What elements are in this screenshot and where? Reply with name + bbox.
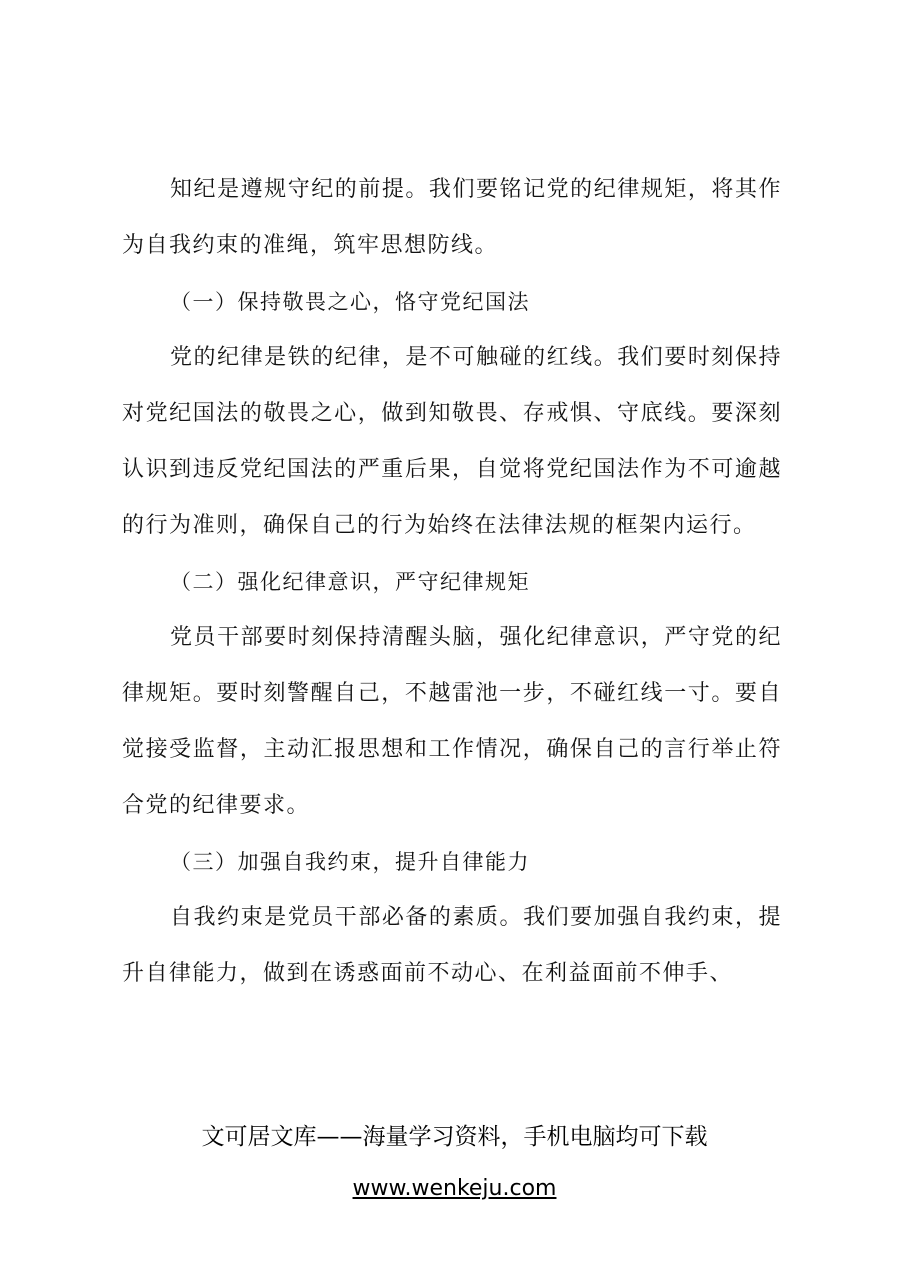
- section-heading-1: （一）保持敬畏之心，恪守党纪国法: [170, 290, 530, 314]
- footer-url-link[interactable]: www.wenkeju.com: [352, 1176, 557, 1201]
- paragraph-section-3: 自我约束是党员干部必备的素质。我们要加强自我约束，提升自律能力，做到在诱惑面前不动心、在利益面前不伸手、: [122, 905, 782, 986]
- section-heading-3: （三）加强自我约束，提升自律能力: [170, 850, 530, 874]
- footer-tagline: 文可居文库——海量学习资料，手机电脑均可下载: [201, 1124, 708, 1150]
- paragraph-section-2: 党员干部要时刻保持清醒头脑，强化纪律意识，严守党的纪律规矩。要时刻警醒自己，不越雷池一步，不碰红线一寸。要自觉接受监督，主动汇报思想和工作情况，确保自己的言行举止符合党的纪律要求。: [122, 625, 782, 818]
- paragraph-intro: 知纪是遵规守纪的前提。我们要铭记党的纪律规矩，将其作为自我约束的准绳，筑牢思想防线。: [122, 177, 782, 258]
- document-body: [122, 162, 782, 1002]
- section-heading-2: （二）强化纪律意识，严守纪律规矩: [170, 570, 530, 594]
- paragraph-section-1: 党的纪律是铁的纪律，是不可触碰的红线。我们要时刻保持对党纪国法的敬畏之心，做到知敬畏、存戒惧、守底线。要深刻认识到违反党纪国法的严重后果，自觉将党纪国法作为不可逾越的行为准则，确保自己的行为始终在法律法规的框架内运行。: [122, 345, 782, 538]
